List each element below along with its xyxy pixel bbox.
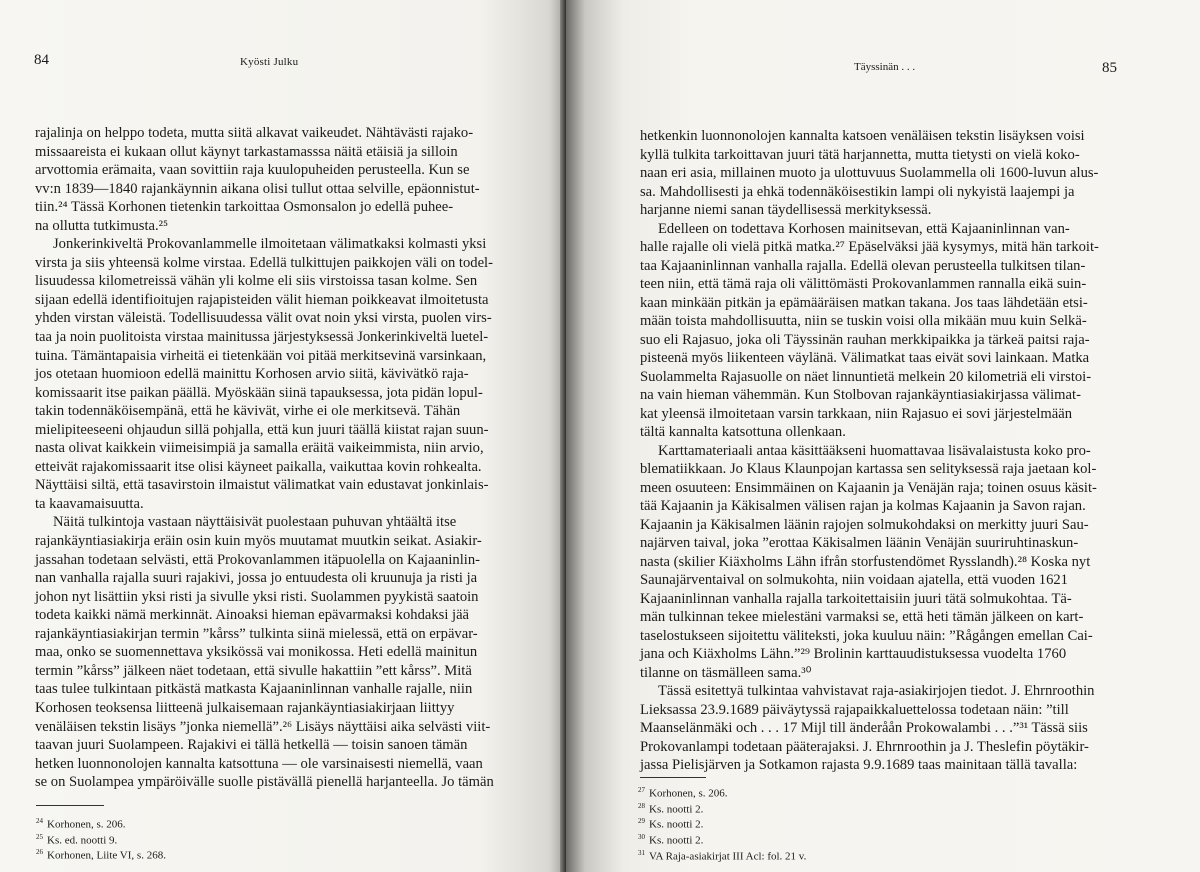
- footnote: [36, 831, 166, 847]
- text-line: rajalinja on helppo todeta, mutta siitä alkavat vaikeudet. Nähtävästi rajako-: [35, 125, 474, 141]
- text-line: tilanne on täsmälleen sama.³⁰: [640, 664, 812, 681]
- text-line: Prokovanlampi todetaan pääterajaksi. J. Ehrnroothin ja J. Theslefin pöytäkir-: [640, 738, 1089, 755]
- footnote: [638, 815, 806, 831]
- text-line: taavan juuri Suolampeen. Rajakivi ei tällä hetkellä — toisin sanoen tämän: [35, 737, 468, 754]
- text-line: Kajaanin ja Käkisalmen läänin rajojen solmukohdaksi on merkitty juuri Sau-: [640, 516, 1089, 533]
- text-line: mielipiteeseeni ohjaudun sillä pohjalla, että kun juuri täällä kiistat rajan suun-: [35, 421, 489, 438]
- text-line: arvottomia erämaita, vaan sovittiin raja kuulopuheiden perusteella. Kun se: [35, 162, 470, 179]
- text-line: Lieksassa 23.9.1689 päiväytyssä rajapaikkaluettelossa todetaan näin: ”till: [640, 701, 1069, 718]
- text-line: takin todennäköisempänä, että he kävivät, virhe ei ole merkitsevä. Tähän: [35, 403, 461, 420]
- text-line: rajankäyntiasiakirjan termin ”kårss” tulkinta siinä mielessä, että on erpävar-: [35, 625, 478, 642]
- text-line: kyllä tulkita tarkoittavan juuri tätä harjannetta, mutta tietysti on vielä koko-: [640, 146, 1080, 163]
- text-line: najärven taival, joka ”erottaa Käkisalmen läänin Venäjän suuriruhtinaskun-: [640, 535, 1079, 551]
- page-number-right: 85: [1102, 60, 1117, 76]
- footnote-number: 30: [638, 832, 645, 841]
- text-line: Suolammelta Rajasuolle on näet linnuntietä melkein 20 kilometriä eli virstoi-: [640, 368, 1092, 385]
- text-line: jana och Kiäxholms Lähn.”²⁹ Brolinin karttauudistuksessa vuodelta 1760: [640, 646, 1067, 662]
- footnote-number: 31: [638, 848, 645, 857]
- text-line: lisuudessa kilometreissä vähän yli kolme eli siis virstoissa tasan kolme. Sen: [35, 273, 478, 290]
- text-line: taselostukseen sijoitettu väliteksti, joka kuuluu näin: ”Rågången emellan Cai-: [640, 627, 1093, 644]
- footnote-text: Korhonen, Liite VI, s. 268.: [47, 849, 166, 862]
- running-head-left: Kyösti Julku: [240, 56, 299, 68]
- text-line: maa, onko se suomennettava yksikössä vai monikossa. Heti edellä mainitun: [35, 644, 478, 661]
- right-footnotes: [638, 784, 806, 862]
- left-body-text: [35, 124, 523, 792]
- text-line: sa. Mahdollisesti ja ehkä todennäköisestikin lampi oli nykyistä laajempi ja: [640, 183, 1075, 200]
- footnote-number: 28: [638, 801, 645, 810]
- footnote-number: 24: [36, 817, 43, 825]
- text-line: taa ja noin puolitoista virstaa mainitussa järjestyksessä Jonkerinkiveltä luetel-: [35, 329, 489, 346]
- text-line: jassa Pielisjärven ja Sotkamon rajasta 9.9.1689 taas mainitaan tällä tavalla:: [640, 757, 1078, 773]
- text-line: hetken luonnonolojen kannalta katsottuna — ole varsinaisesti niemellä, vaan: [35, 755, 483, 772]
- text-line: meen osuuteen: Ensimmäinen on Kajaanin ja Venäjän raja; toinen osuus käsit-: [640, 479, 1097, 496]
- text-line: na ollutta tutkimusta.²⁵: [35, 217, 169, 234]
- text-line: Saunajärventaival on solmukohta, niin voidaan ajatella, että vuoden 1621: [640, 572, 1068, 588]
- text-line: teen niin, että tämä raja oli välittömästi Prokovanlammen rannalla eikä suin-: [640, 276, 1087, 292]
- text-line: termin ”kårss” jälkeen näet todetaan, että sivulle hakattiin ”ett kårss”. Mitä: [35, 662, 472, 679]
- text-line: Edelleen on todettava Korhosen mainitsevan, että Kajaaninlinnan van-: [658, 220, 1070, 237]
- footnote-text: Ks. nootti 2.: [649, 818, 704, 831]
- text-line: jos otetaan huomioon edellä mainittu Korhosen arvio siitä, kävivätkö raja-: [35, 366, 469, 383]
- text-line: naan eri asia, millainen muoto ja ulottuvuus Suolammella oli 1600-luvun alus-: [640, 165, 1099, 181]
- text-line: taa Kajaaninlinnan vanhalla rajalla. Edellä olevan perusteella tulkitsen tilan-: [640, 257, 1086, 274]
- text-line: sijaan edellä identifioitujen rajapisteiden välit hieman poikkeavat ilmoitetusta: [35, 291, 489, 308]
- text-line: yhden virstan väleistä. Todellisuudessa välit ovat noin yksi virsta, puolen virs-: [35, 310, 492, 327]
- footnote-number: 27: [638, 786, 645, 794]
- text-line: tiin.²⁴ Tässä Korhonen tietenkin tarkoittaa Osmonsalon jo edellä puhee-: [35, 199, 454, 216]
- text-line: nan vanhalla rajalla suuri rajakivi, jossa jo entuudesta oli kruunuja ja risti ja: [35, 570, 478, 587]
- text-line: missaareista ei kukaan ollut käynyt tarkastamasssa näitä etäisiä ja silloin: [35, 143, 458, 160]
- footnote-rule-left: [36, 805, 104, 806]
- text-line: Näitä tulkintoja vastaan näyttäisivät puolestaan puhuvan yhtäältä itse: [53, 514, 457, 531]
- footnote-rule-right: [640, 777, 706, 778]
- text-line: Korhosen teoksensa liitteenä julkaisemaan rajankäyntiasiakirjaan liittyy: [35, 699, 455, 716]
- text-line: rajankäyntiasiakirja eräin osin kuin myös muutamat muutkin seikat. Asiakir-: [35, 533, 482, 550]
- text-line: halle rajalle oli vielä pitkä matka.²⁷ Epäselväksi jää kysymys, mitä hän tarkoit-: [640, 239, 1099, 255]
- text-line: kaan minkään pitkän ja epämääräisen matkan takana. Jos taas lähdetään etsi-: [640, 294, 1088, 311]
- text-line: tää Kajaanin ja Käkisalmen välisen rajan ja kolmas Kajaanin ja Savon rajan.: [640, 498, 1086, 514]
- text-line: etteivät rajakomissaarit itse olisi käyneet paikalla, vaikuttaa kovin rohkealta.: [35, 458, 482, 475]
- left-page: [0, 0, 566, 872]
- text-line: Jonkerinkiveltä Prokovanlammelle ilmoitetaan välimatkaksi kolmasti yksi: [53, 236, 487, 253]
- text-line: suo eli Rajasuo, joka oli Täyssinän rauhan merkkipaikka ja tärkeä paitsi raja-: [640, 331, 1090, 348]
- text-line: mään toista mahdollisuutta, niin se tuskin voisi olla mikään muu kuin Selkä-: [640, 313, 1087, 329]
- right-body-text: [640, 127, 1138, 775]
- footnote-number: 29: [638, 817, 645, 826]
- footnote-text: Korhonen, s. 206.: [47, 818, 126, 831]
- text-line: virsta ja siis yhteensä kolme virstaa. Edellä tulkittujen paikkojen väli on todel-: [35, 254, 493, 271]
- text-line: harjanne niemi sanan täydellisessä merkityksessä.: [640, 202, 932, 218]
- right-page: [566, 0, 1200, 872]
- text-line: todeta kaikki nämä merkinnät. Ainoaksi hieman epävarmaksi kohdaksi jää: [35, 607, 470, 624]
- text-line: johon nyt lisättiin yksi risti ja sivulle yksi risti. Suolammen pyykistä saatoin: [35, 588, 479, 605]
- text-line: jassahan todetaan selvästi, että Prokovanlammen itäpuolella on Kajaaninlin-: [35, 551, 480, 568]
- footnote: [36, 815, 166, 831]
- text-line: na vain hieman vähemmän. Kun Stolbovan rajankäyntiasiakirjassa välimat-: [640, 387, 1081, 403]
- footnote-text: VA Raja-asiakirjat III Acl: fol. 21 v.: [649, 850, 807, 863]
- text-line: nasta olivat kaikkein viimeisimpiä ja samalla eräitä vaikeimmista, niin arvio,: [35, 440, 484, 457]
- footnote-text: Ks. nootti 2.: [649, 803, 704, 816]
- footnote-text: Ks. ed. nootti 9.: [47, 834, 118, 847]
- text-line: Maanselänmäki och . . . 17 Mijl till änderåån Prokowalambi . . .”³¹ Tässä siis: [640, 720, 1088, 736]
- left-footnotes: [36, 815, 166, 862]
- text-line: Kajaaninlinnan vanhalla rajalla tarkoitettaisiin juuri tätä solmukohtaa. Tä-: [640, 590, 1072, 607]
- footnote-text: Ks. nootti 2.: [649, 834, 704, 847]
- footnote-number: 26: [36, 848, 43, 857]
- text-line: vv:n 1839—1840 rajankäynnin aikana olisi tullut ottaa selville, epäonnistut-: [35, 180, 480, 197]
- text-line: taas tulee tulkintaan pitkästä matkasta Kajaaninlinnan vanhalle rajalle, niin: [35, 681, 473, 698]
- footnote: [638, 784, 806, 800]
- text-line: pisteenä myös liikenteen väylänä. Välimatkat taas eivät sovi lainkaan. Matka: [640, 350, 1090, 366]
- text-line: ta kaavamaisuutta.: [35, 495, 144, 512]
- running-head-right: Täyssinän . . .: [854, 61, 916, 73]
- text-line: män tulkinnan tekee mielestäni varmaksi se, että heti tämän jälkeen on kart-: [640, 609, 1084, 625]
- page-number-left: 84: [34, 52, 49, 68]
- text-line: Tässä esitettyä tulkintaa vahvistavat raja-asiakirjojen tiedot. J. Ehrnroothin: [658, 683, 1095, 699]
- text-line: Karttamateriaali antaa käsittääkseni huomattavaa lisävalaistusta koko pro-: [658, 442, 1091, 459]
- footnote-number: 25: [36, 832, 43, 841]
- footnote-text: Korhonen, s. 206.: [649, 787, 728, 800]
- footnote: [638, 800, 806, 816]
- text-line: hetkenkin luonnonolojen kannalta katsoen venäläisen tekstin lisäyksen voisi: [640, 128, 1085, 144]
- text-line: komissaarit itse paikan päällä. Myöskään siinä tapauksessa, jota pidän lopul-: [35, 384, 483, 401]
- text-line: venäläisen tekstin lisäys ”jonka niemellä”.²⁶ Lisäys näyttäisi aika selvästi viit-: [35, 718, 491, 735]
- text-line: kat yleensä ilmoitetaan varsin tarkkaan, niin Rajasuo ei sovi järjestelmään: [640, 405, 1072, 422]
- text-line: tältä kannalta katsottuna ollenkaan.: [640, 424, 846, 440]
- footnote: [638, 847, 806, 863]
- footnote: [638, 831, 806, 847]
- text-line: tuina. Tämäntapaisia virheitä ei tietenkään voi pitää merkitsevinä varsinkaan,: [35, 347, 487, 364]
- text-line: nasta (skilier Kiäxholms Lähn ifrån storfustendömet Rysslandh).²⁸ Koska nyt: [640, 553, 1091, 570]
- text-line: se on Suolampea ympäröivälle suolle pistävällä pienellä harjanteella. Jo tämän: [35, 774, 494, 791]
- text-line: Näyttäisi siltä, että tasavirstoin ilmaistut välimatkat vain edustavat jonkinlais-: [35, 477, 489, 494]
- text-line: blematiikkaan. Jo Klaus Klaunpojan kartassa sen selityksessä raja jaetaan kol-: [640, 461, 1097, 477]
- footnote: [36, 846, 166, 862]
